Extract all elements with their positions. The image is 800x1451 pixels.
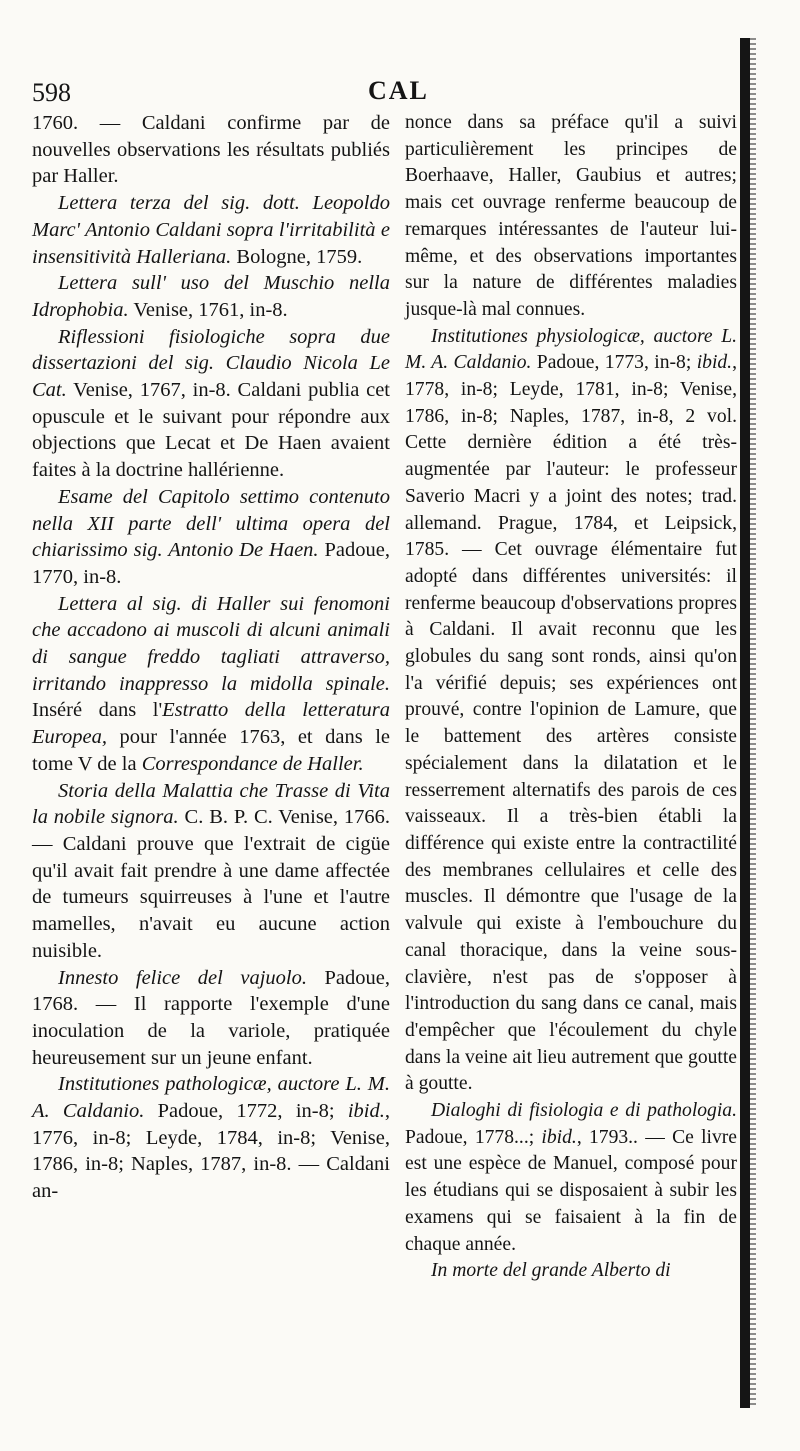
italic-title-text: ibid. <box>541 1126 577 1148</box>
italic-title-text: Institutiones physiologicæ, auctore L. M. A. Caldanio. <box>405 325 737 374</box>
left-column-paragraph <box>32 591 390 778</box>
body-text: , 1793.. — Ce livre est une espèce de Manuel, composé pour les étudians qui se disposaient à subir les examens qui se faisaient à la fin de chaque année. <box>405 1126 737 1255</box>
left-column <box>32 110 390 1205</box>
page-edge-shadow <box>740 38 750 1408</box>
right-column-paragraph <box>405 1258 737 1285</box>
italic-title-text: ibid. <box>347 1100 385 1123</box>
body-text: Padoue, 1768. — Il rapporte l'exemple d'une inoculation de la variole, pratiquée heureusement sur un jeune enfant. <box>32 966 390 1069</box>
body-text: , 1778, in-8; Leyde, 1781, in-8; Venise, 1786, in-8; Naples, 1787, in-8, 2 vol. Cette dernière édition a été très-augmentée par l'auteur: le professeur Saverio Macri y a joint des notes; trad. allemand. Prague, 1784, et Leipsick, 1785. — Cet ouvrage élémentaire fut adopté dans différentes universités: il renferme beaucoup d'observations propres à Caldani. Il avait reconnu que les globules du sang sont ronds, ainsi qu'on l'a vérifié depuis; ses expériences ont prouvé, contre l'opinion de Lamure, que le battement des artères consiste spécialement dans la dilatation et le resserrement alternatifs des parois de ces vaisseaux. Il a très-bien établi la différence qui existe entre la contractilité des membranes cellulaires et celle des muscles. Il démontre que l'usage de la valvule qui existe à l'embouchure du canal thoracique, dans la veine sous-clavière, n'est pas de s'opposer à l'introduction du sang dans ce canal, mais d'empêcher que l'écoulement du chyle dans la veine ait lieu autrement que goutte à goutte. <box>405 352 737 1095</box>
right-column-paragraph <box>405 110 737 324</box>
left-column-paragraph <box>32 110 390 190</box>
body-text: Padoue, 1773, in-8; <box>531 352 697 374</box>
left-column-paragraph <box>32 965 390 1072</box>
page-number: 598 <box>32 78 71 107</box>
left-column-paragraph <box>32 270 390 323</box>
left-column-paragraph <box>32 484 390 591</box>
body-text: C. B. P. C. Venise, 1766. — Caldani prouve que l'extrait de cigüe qu'il avait fait prendre à une dame affectée de tumeurs squirreuses à l'une et l'autre mamelles, n'avait eu aucune action nuisible. <box>32 806 391 962</box>
italic-title-text: Institutiones pathologicæ, auctore L. M. A. Caldanio. <box>32 1073 390 1123</box>
left-column-paragraph <box>32 190 390 270</box>
body-text: Padoue, 1770, in-8. <box>32 539 390 588</box>
italic-title-text: Lettera terza del sig. dott. Leopoldo Marc' Antonio Caldani sopra l'irritabilità e insensitività Halleriana. <box>32 192 390 268</box>
page-edge-noise <box>750 38 756 1408</box>
italic-title-text: Innesto felice del vajuolo. <box>58 966 307 989</box>
italic-title-text: Lettera sull' uso del Muschio nella Idrophobia. <box>32 272 390 321</box>
italic-title-text: Storia della Malattia che Trasse di Vita la nobile signora. <box>32 779 390 829</box>
left-column-paragraph <box>32 778 390 965</box>
body-text: pour l'année 1763, et dans le tome V de la <box>32 726 390 775</box>
body-text: Bologne, 1759. <box>231 245 363 268</box>
running-head: CAL <box>368 76 429 105</box>
body-text: , 1776, in-8; Leyde, 1784, in-8; Venise, 1786, in-8; Naples, 1787, in-8. — Caldani an- <box>32 1100 390 1203</box>
left-column-paragraph <box>32 1071 390 1205</box>
body-text: nonce dans sa préface qu'il a suivi particulièrement les principes de Boerhaave, Haller, Gaubius et autres; mais cet ouvrage renferme beaucoup de remarques intéressantes de l'auteur lui-même, et des observations importantes sur la nature de différentes maladies jusque-là mal connues. <box>405 112 737 320</box>
body-text: Padoue, 1778...; <box>405 1126 542 1148</box>
body-text: Padoue, 1772, in-8; <box>144 1100 348 1123</box>
italic-title-text: Correspondance de Haller. <box>141 752 364 775</box>
italic-title-text: Riflessioni fisiologiche sopra due dissertazioni del sig. Claudio Nicola Le Cat. <box>32 325 390 402</box>
right-column-paragraph <box>405 324 737 1098</box>
body-text: Inséré dans l' <box>32 699 163 722</box>
left-column-paragraph <box>32 324 390 484</box>
right-column-paragraph <box>405 1098 737 1258</box>
right-column <box>405 110 737 1285</box>
italic-title-text: In morte del grande Alberto di <box>431 1260 671 1282</box>
italic-title-text: Dialoghi di fisiologia e di pathologia. <box>431 1100 737 1122</box>
italic-title-text: ibid. <box>696 352 733 374</box>
italic-title-text: Estratto della letteratura Europea, <box>32 699 390 749</box>
body-text: Venise, 1761, in-8. <box>128 298 288 321</box>
body-text: Venise, 1767, in-8. Caldani publia cet opuscule et le suivant pour répondre aux objections que Lecat et De Haen avaient faites à la doctrine hallérienne. <box>32 379 390 482</box>
italic-title-text: Esame del Capitolo settimo contenuto nella XII parte dell' ultima opera del chiarissimo sig. Antonio De Haen. <box>32 485 390 562</box>
italic-title-text: Lettera al sig. di Haller sui fenomoni che accadono ai muscoli di alcuni animali di sangue freddo tagliati attraverso, irritando inappresso la midolla spinale. <box>32 592 390 695</box>
body-text: 1760. — Caldani confirme par de nouvelles observations les résultats publiés par Haller. <box>32 112 390 188</box>
